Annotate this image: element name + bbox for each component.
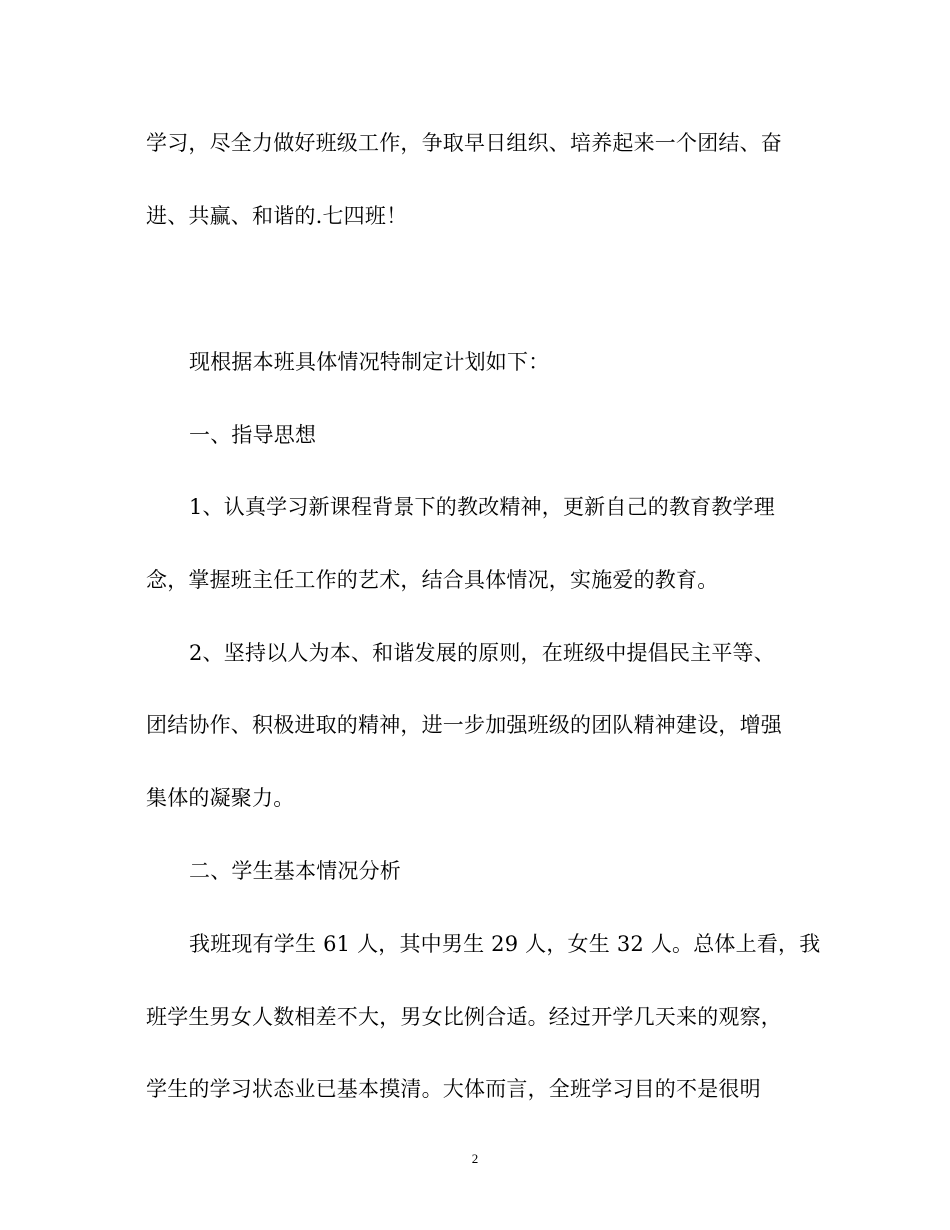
text-line: 学习，尽全力做好班级工作，争取早日组织、培养起来一个团结、奋 xyxy=(146,131,782,155)
text-line: 团结协作、积极进取的精神，进一步加强班级的团队精神建设，增强 xyxy=(146,713,782,737)
text-line: 班学生男女人数相差不大，男女比例合适。经过开学几天来的观察， xyxy=(146,1005,782,1029)
text-line: 念，掌握班主任工作的艺术，结合具体情况，实施爱的教育。 xyxy=(146,568,719,592)
text-line: 集体的凝聚力。 xyxy=(146,786,295,810)
section-heading: 一、指导思想 xyxy=(189,423,317,447)
text-line: 2、坚持以人为本、和谐发展的原则，在班级中提倡民主平等、 xyxy=(189,641,775,665)
text-line: 1、认真学习新课程背景下的教改精神，更新自己的教育教学理 xyxy=(189,495,775,519)
text-line: 现根据本班具体情况特制定计划如下： xyxy=(189,350,550,374)
page-number: 2 xyxy=(471,1151,479,1166)
text-line: 进、共赢、和谐的.七四班！ xyxy=(146,204,408,228)
text-line: 学生的学习状态业已基本摸清。大体而言，全班学习目的不是很明 xyxy=(146,1077,761,1101)
section-heading: 二、学生基本情况分析 xyxy=(189,859,401,883)
text-line: 我班现有学生 61 人，其中男生 29 人，女生 32 人。总体上看，我 xyxy=(189,932,821,956)
